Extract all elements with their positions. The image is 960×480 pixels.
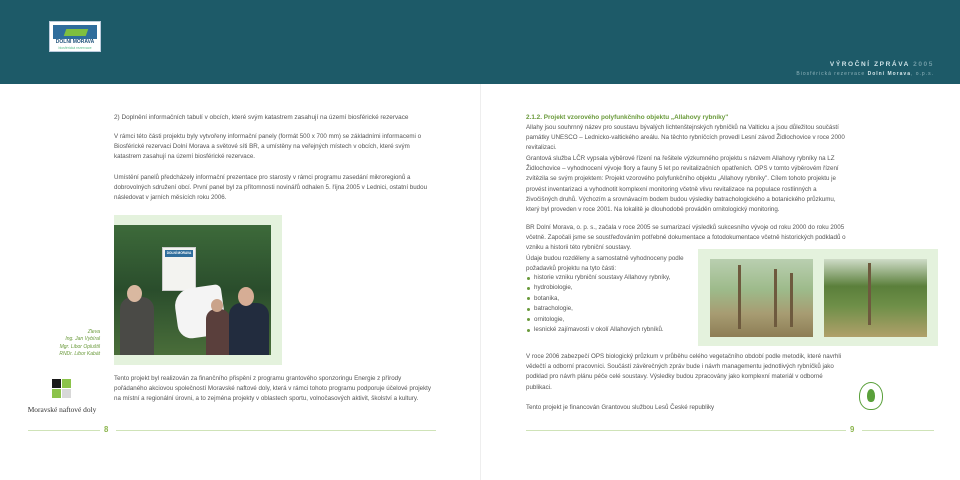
caption-line: Zleva [87, 329, 100, 335]
photo-caption [36, 329, 100, 359]
right-paragraph-1: Allahy jsou souhrnný název pro soustavu bývalých lichtenštejnských rybníčků na Valticku a jsou důležitou součástí památky UNESCO – Lednicko-valtického areálu. Na těchto rybníčcích provedl Lesní závod Židlochovice v roce 2000 revitalizaci. [526, 124, 845, 152]
right-paragraph-4: Údaje budou rozděleny a samostatně vyhodnoceny podle požadavků projektu na tyto části: [526, 255, 684, 273]
right-paragraph-3: BR Dolní Morava, o. p. s., začala v roce 2005 se sumarizací výsledků sukcesního vývoje od roku 2000 do roku 2005 včetně. Započali jsme se soustřeďováním potřebné dokumentace a fotodokumentace včetně historických podkladů o vzniku a historii této rybniční soustavy. [526, 224, 846, 252]
emblem-square [52, 389, 61, 398]
person-1-head [127, 285, 142, 302]
left-paragraph-3: Tento projekt byl realizován za finančního přispění z programu grantového sponzoringu Energie z přírody pořádaného akciovou společností Moravské naftové doly, která v rámci tohoto programu podporuje účelové projekty na místní a regionální úrovni, a to zejména projekty v oblastech sportu, volnočasových aktivit, školství a kultury. [114, 375, 431, 403]
info-panel-head [165, 250, 193, 257]
emblem-square [62, 379, 71, 388]
footer-rule-left [28, 430, 100, 431]
lcr-logo-icon [859, 382, 883, 410]
person-3 [229, 303, 269, 355]
report-subtitle-bold: Dolní Morava [867, 71, 911, 77]
caption-line: RNDr. Libor Kabát [59, 351, 100, 358]
pond-photo-1 [710, 259, 813, 337]
emblem-square [52, 379, 61, 388]
header-band [0, 0, 960, 84]
logo-subtext: biosférická rezervace [58, 46, 92, 50]
emblem-square [62, 389, 71, 398]
unveiling-photo [114, 225, 271, 355]
page-gutter [480, 84, 481, 480]
pond-photo-2 [824, 259, 927, 337]
project-parts-list [526, 273, 706, 335]
person-3-head [238, 287, 254, 306]
right-paragraph-6: Tento projekt je financován Grantovou službou Lesů České republiky [526, 404, 715, 411]
list-item: ornitologie, [526, 315, 706, 325]
person-2 [206, 309, 230, 355]
left-paragraph-1: V rámci této části projektu byly vytvořeny informační panely (formát 500 x 700 mm) se základními informacemi o Biosférické rezervaci Dolní Morava a světové síti BR, a umístěny na veřejných místech v obcích, které svým katastrem zasahují na území biosférické rezervace. [114, 133, 422, 161]
logo-text: DOLNÍ MORAVA [55, 39, 95, 45]
list-item: botanika, [526, 294, 706, 304]
report-subtitle [796, 71, 934, 77]
right-paragraph-2: Grantová služba LČR vypsala výběrové řízení na řešitele výzkumného projektu s názvem Allahovy rybníky na LZ Židlochovice – vyhodnocení vývoje flory a fauny 5 let po revitalizačních opatřeních. OPS v tomto výběrovém řízení zvítězila se svým projektem: Projekt vzorového polyfunkčního objektu „Allahovy rybníky". Cílem tohoto projektu je provést inventarizaci a vyhodnotit komplexní monitoring včetně vlivu revitalizace na populace rostlinných a živočišných druhů. Výchozím a srovnávacím bodem budou výsledky batrachologického a botanického průzkumu, který byl proveden v roce 2001. Na lokalitě je dlouhodobě prováděn ornitologický monitoring. [526, 155, 839, 214]
right-section-heading: 2.1.2. Projekt vzorového polyfunkčního objektu „Allahovy rybníky" [526, 114, 729, 121]
person-2-head [211, 299, 223, 312]
list-item: historie vzniku rybniční soustavy Allahovy rybníky, [526, 273, 706, 283]
logo-emblem [53, 25, 97, 39]
leaf-icon [64, 29, 89, 36]
footer-rule-left-2 [116, 430, 436, 431]
report-title-text: VÝROČNÍ ZPRÁVA [829, 61, 910, 68]
list-item: lesnické zajímavosti v okolí Allahových rybníků. [526, 325, 706, 335]
sponsor-emblem-icon [52, 379, 72, 399]
person-1 [120, 297, 154, 355]
tree-trunk [738, 265, 741, 329]
list-item: hydrobiologie, [526, 283, 706, 293]
tree-trunk [790, 273, 793, 327]
footer-rule-right [526, 430, 846, 431]
tree-trunk [868, 263, 871, 325]
sponsor-logo [22, 379, 102, 419]
caption-line: Ing. Jan Vybíral [65, 336, 100, 343]
report-subtitle-suffix: , o.p.s. [910, 71, 934, 77]
dolni-morava-logo [49, 21, 101, 52]
page-number-left: 8 [104, 425, 109, 434]
right-paragraph-5: V roce 2006 zabezpečí OPS biologický průzkum v průběhu celého vegetačního období podle metodik, které navrhli vědečtí a odborní pracovníci. Součástí závěrečných zpráv bude i návrh managementu jednotlivých rybníčků jako podklad pro návrh plánu péče celé soustavy. Výsledky budou zpracovány jako komplexní materiál v odborné publikaci. [526, 353, 842, 391]
info-panel-title: DOLNÍ MORAVA [166, 251, 192, 255]
footer-rule-right-2 [862, 430, 934, 431]
list-item: batrachologie, [526, 304, 706, 314]
page-number-right: 9 [850, 425, 855, 434]
report-title [830, 61, 934, 68]
tree-icon [867, 389, 875, 402]
sponsor-name: Moravské naftové doly [27, 405, 97, 414]
report-year: 2005 [913, 61, 934, 68]
report-subtitle-prefix: Biosférická rezervace [796, 71, 866, 77]
info-panel-image [162, 247, 196, 291]
left-section-heading: 2) Doplnění informačních tabulí v obcích, které svým katastrem zasahují na území biosférické rezervace [114, 114, 409, 121]
left-paragraph-2: Umístění panelů předcházely informační prezentace pro starosty v rámci programu zasedání mikroregionů a dobrovolných sdružení obcí. První panel byl za přítomnosti novinářů odhalen 5. října 2005 v Lednici, ostatní budou následovat v jarních měsících roku 2006. [114, 174, 428, 202]
caption-line: Mgr. Libor Opluštil [59, 343, 100, 350]
tree-trunk [774, 269, 777, 327]
